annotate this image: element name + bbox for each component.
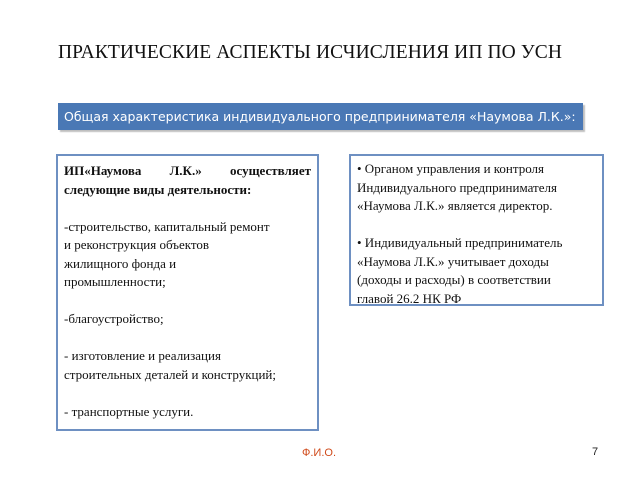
activity-item-1-line-1: -строительство, капитальный ремонт [64, 218, 270, 234]
heading-line-2: следующие виды деятельности: [64, 181, 252, 197]
activities-box [56, 154, 319, 431]
activity-item-3-line-2: строительных деталей и конструкций; [64, 366, 277, 382]
activity-item-3-line-1: - изготовление и реализация [64, 348, 221, 363]
management-para-2-line-4: главой 26.2 НК РФ [357, 290, 462, 306]
management-para-2-line-3: (доходы и расходы) в соответствии [357, 272, 551, 287]
heading-word-3: осуществляет [229, 163, 311, 178]
heading-word-1: ИП«Наумова [64, 163, 142, 178]
activity-item-4: - транспортные услуги. [64, 403, 194, 419]
activity-item-2: -благоустройство; [64, 311, 164, 326]
management-para-1-line-3: «Наумова Л.К.» является директор. [357, 198, 553, 213]
subtitle-banner: Общая характеристика индивидуального предпринимателя «Наумова Л.К.»: [58, 103, 583, 130]
activity-item-1-line-4: промышленности; [64, 274, 166, 289]
activity-item-1-line-3: жилищного фонда и [64, 255, 177, 271]
slide-title: ПРАКТИЧЕСКИЕ АСПЕКТЫ ИСЧИСЛЕНИЯ ИП ПО УСН [58, 42, 563, 63]
management-box [349, 154, 604, 306]
management-para-1-line-1: • Органом управления и контроля [357, 161, 545, 176]
activities-heading [64, 162, 311, 199]
management-para-2-line-1: • Индивидуальный предприниматель [357, 235, 563, 250]
heading-word-2: Л.К.» [169, 163, 202, 178]
management-para-1-line-2: Индивидуального предпринимателя [357, 179, 557, 195]
activity-item-1-line-2: и реконструкция объектов [64, 237, 210, 252]
management-para-2-line-2: «Наумова Л.К.» учитывает доходы [357, 253, 549, 269]
footer-author: Ф.И.О. [302, 447, 336, 459]
page-number: 7 [592, 446, 599, 458]
